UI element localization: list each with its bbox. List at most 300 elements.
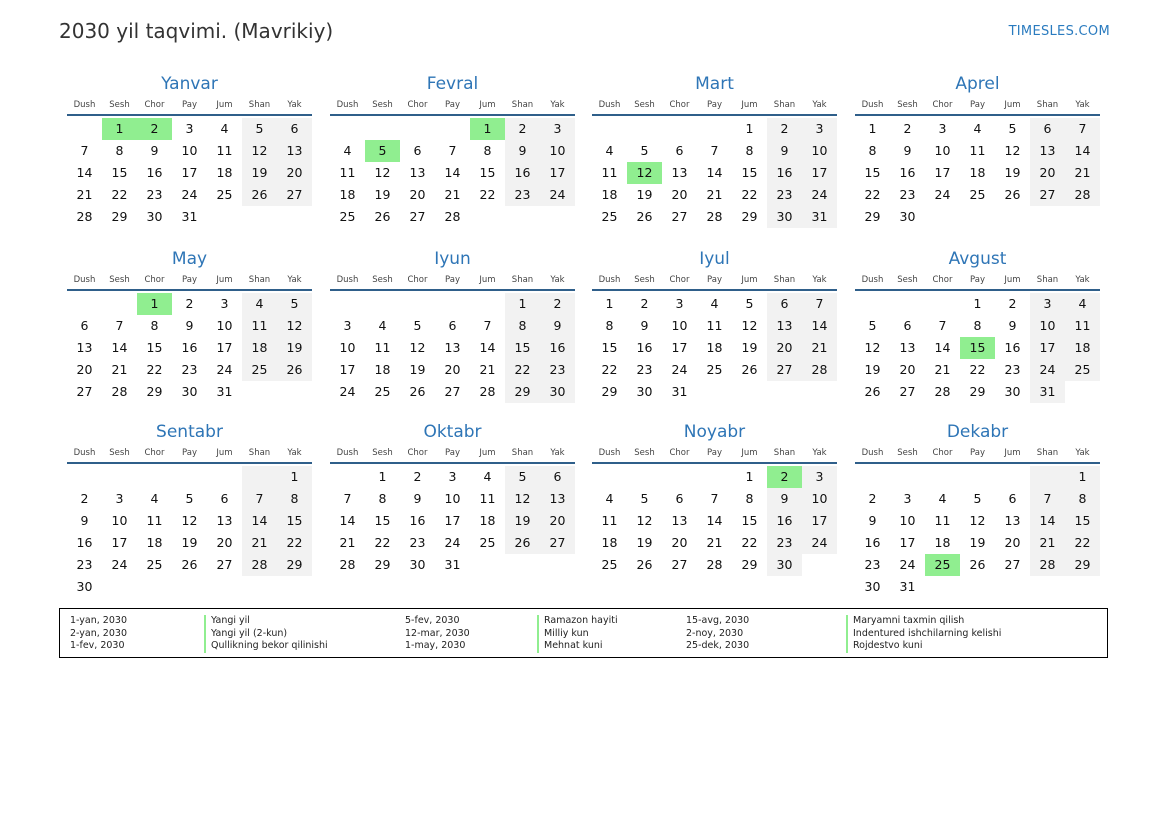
weekday-label: Jum — [1004, 100, 1021, 110]
empty-day-cell — [330, 293, 365, 315]
weekday-label: Chor — [932, 100, 953, 110]
weekday-label: Dush — [336, 448, 359, 458]
empty-day-cell — [172, 466, 207, 488]
legend-date: 12-mar, 2030 — [405, 627, 470, 639]
day-cell: 22 — [741, 535, 758, 550]
weekday-label: Dush — [336, 275, 359, 285]
day-cell: 16 — [864, 535, 881, 550]
day-cell: 18 — [934, 535, 951, 550]
day-cell: 28 — [111, 384, 128, 399]
day-grid — [592, 293, 837, 403]
empty-day-cell — [925, 466, 960, 488]
day-cell: 25 — [242, 359, 277, 381]
month-oktabr — [330, 421, 575, 576]
day-cell: 23 — [767, 532, 802, 554]
day-cell: 18 — [216, 165, 233, 180]
day-cell: 4 — [710, 296, 719, 311]
day-cell: 30 — [146, 209, 163, 224]
day-cell: 20 — [277, 162, 312, 184]
day-cell: 24 — [540, 184, 575, 206]
day-cell: 29 — [374, 557, 391, 572]
day-cell: 31 — [802, 206, 837, 228]
day-cell: 19 — [277, 337, 312, 359]
weekday-label: Sesh — [634, 448, 655, 458]
weekday-label: Chor — [407, 275, 428, 285]
day-cell: 24 — [934, 187, 951, 202]
day-cell: 16 — [181, 340, 198, 355]
weekday-label: Sesh — [897, 275, 918, 285]
day-cell: 8 — [745, 143, 754, 158]
weekday-label: Jum — [216, 100, 233, 110]
legend-names-col-1 — [204, 615, 328, 653]
day-cell: 27 — [671, 557, 688, 572]
day-cell: 12 — [181, 513, 198, 528]
day-cell: 30 — [767, 206, 802, 228]
day-cell: 16 — [505, 162, 540, 184]
weekday-label: Dush — [73, 275, 96, 285]
weekday-label: Pay — [182, 275, 197, 285]
day-cell: 3 — [448, 469, 457, 484]
day-cell: 31 — [444, 557, 461, 572]
day-cell: 5 — [413, 318, 422, 333]
day-cell: 12 — [1004, 143, 1021, 158]
day-cell: 16 — [767, 162, 802, 184]
day-cell: 31 — [1030, 381, 1065, 403]
day-cell: 18 — [706, 340, 723, 355]
day-cell: 28 — [802, 359, 837, 381]
weekday-label: Chor — [932, 275, 953, 285]
weekday-label: Yak — [1075, 100, 1090, 110]
day-cell: 5 — [185, 491, 194, 506]
day-cell: 21 — [802, 337, 837, 359]
day-grid — [855, 293, 1100, 403]
day-cell: 21 — [1030, 532, 1065, 554]
day-cell: 11 — [969, 143, 986, 158]
day-cell: 29 — [601, 384, 618, 399]
day-cell: 21 — [242, 532, 277, 554]
day-cell: 25 — [146, 557, 163, 572]
day-cell: 23 — [76, 557, 93, 572]
day-grid — [592, 118, 837, 228]
day-cell: 9 — [150, 143, 159, 158]
holiday-day-cell: 1 — [137, 293, 172, 315]
day-cell: 13 — [1004, 513, 1021, 528]
weekday-label: Dush — [861, 275, 884, 285]
day-cell: 19 — [969, 535, 986, 550]
day-cell: 22 — [111, 187, 128, 202]
day-cell: 12 — [969, 513, 986, 528]
day-cell: 20 — [76, 362, 93, 377]
weekday-label: Chor — [669, 448, 690, 458]
day-cell: 26 — [242, 184, 277, 206]
weekday-label: Yak — [812, 275, 827, 285]
empty-day-cell — [365, 293, 400, 315]
day-cell: 24 — [1030, 359, 1065, 381]
day-cell: 12 — [242, 140, 277, 162]
day-cell: 13 — [277, 140, 312, 162]
day-cell: 1 — [745, 121, 754, 136]
weekday-label: Sesh — [897, 448, 918, 458]
day-cell: 21 — [706, 187, 723, 202]
day-cell: 16 — [540, 337, 575, 359]
weekday-header — [330, 444, 575, 464]
day-cell: 20 — [899, 362, 916, 377]
day-grid — [67, 293, 312, 403]
day-cell: 24 — [216, 362, 233, 377]
month-noyabr — [592, 421, 837, 576]
day-cell: 26 — [181, 557, 198, 572]
day-cell: 2 — [540, 293, 575, 315]
day-cell: 17 — [934, 165, 951, 180]
weekday-label: Pay — [970, 275, 985, 285]
day-cell: 21 — [1065, 162, 1100, 184]
legend-holiday-name: Yangi yil — [204, 615, 328, 628]
weekday-label: Shan — [1036, 100, 1059, 110]
empty-day-cell — [1030, 466, 1065, 488]
day-cell: 11 — [601, 165, 618, 180]
day-cell: 25 — [216, 187, 233, 202]
day-grid — [67, 466, 312, 598]
day-cell: 27 — [1004, 557, 1021, 572]
day-cell: 13 — [540, 488, 575, 510]
month-fevral — [330, 73, 575, 228]
day-cell: 22 — [479, 187, 496, 202]
weekday-label: Dush — [73, 100, 96, 110]
empty-day-cell — [592, 118, 627, 140]
month-name: Noyabr — [683, 422, 746, 442]
day-cell: 18 — [374, 362, 391, 377]
day-cell: 16 — [146, 165, 163, 180]
day-cell: 15 — [111, 165, 128, 180]
day-cell: 20 — [767, 337, 802, 359]
legend-dates-col-1 — [70, 615, 127, 653]
empty-day-cell — [925, 293, 960, 315]
day-cell: 23 — [181, 362, 198, 377]
weekday-label: Shan — [773, 448, 796, 458]
empty-day-cell — [662, 466, 697, 488]
weekday-label: Jum — [741, 100, 758, 110]
day-cell: 2 — [1008, 296, 1017, 311]
day-cell: 15 — [741, 165, 758, 180]
empty-day-cell — [855, 466, 890, 488]
day-cell: 17 — [444, 513, 461, 528]
empty-day-cell — [995, 466, 1030, 488]
day-cell: 20 — [671, 535, 688, 550]
day-cell: 11 — [706, 318, 723, 333]
weekday-label: Shan — [511, 100, 534, 110]
legend-names-col-3 — [846, 615, 1001, 653]
weekday-label: Pay — [445, 448, 460, 458]
day-cell: 3 — [1030, 293, 1065, 315]
day-cell: 9 — [413, 491, 422, 506]
day-cell: 19 — [741, 340, 758, 355]
day-cell: 14 — [802, 315, 837, 337]
day-cell: 27 — [767, 359, 802, 381]
month-name: Fevral — [426, 74, 479, 94]
legend-date: 2-yan, 2030 — [70, 627, 127, 639]
day-cell: 2 — [640, 296, 649, 311]
empty-day-cell — [662, 118, 697, 140]
weekday-label: Pay — [182, 448, 197, 458]
legend-dates-col-3 — [686, 615, 749, 653]
day-cell: 20 — [216, 535, 233, 550]
day-cell: 18 — [479, 513, 496, 528]
day-cell: 9 — [640, 318, 649, 333]
day-cell: 6 — [903, 318, 912, 333]
legend-holiday-name: Maryamni taxmin qilish — [846, 615, 1001, 628]
month-dekabr — [855, 421, 1100, 598]
day-cell: 10 — [216, 318, 233, 333]
weekday-label: Yak — [550, 448, 565, 458]
day-cell: 28 — [1065, 184, 1100, 206]
day-cell: 6 — [540, 466, 575, 488]
weekday-label: Sesh — [109, 100, 130, 110]
day-cell: 28 — [706, 557, 723, 572]
day-cell: 23 — [767, 184, 802, 206]
day-cell: 6 — [80, 318, 89, 333]
day-cell: 18 — [969, 165, 986, 180]
weekday-header — [592, 96, 837, 116]
day-cell: 26 — [636, 557, 653, 572]
weekday-label: Pay — [970, 100, 985, 110]
day-cell: 25 — [969, 187, 986, 202]
day-grid — [855, 466, 1100, 598]
day-cell: 23 — [505, 184, 540, 206]
day-cell: 31 — [216, 384, 233, 399]
day-cell: 7 — [802, 293, 837, 315]
day-cell: 10 — [802, 140, 837, 162]
weekday-label: Pay — [707, 448, 722, 458]
day-cell: 26 — [409, 384, 426, 399]
legend-holiday-name: Qullikning bekor qilinishi — [204, 640, 328, 653]
day-cell: 4 — [1065, 293, 1100, 315]
holiday-day-cell: 15 — [960, 337, 995, 359]
day-cell: 17 — [671, 340, 688, 355]
day-cell: 8 — [378, 491, 387, 506]
day-cell: 7 — [1065, 118, 1100, 140]
day-cell: 10 — [934, 143, 951, 158]
day-cell: 12 — [409, 340, 426, 355]
day-cell: 5 — [640, 143, 649, 158]
day-cell: 8 — [745, 491, 754, 506]
holiday-day-cell: 5 — [365, 140, 400, 162]
day-cell: 20 — [409, 187, 426, 202]
day-cell: 7 — [343, 491, 352, 506]
day-cell: 3 — [115, 491, 124, 506]
day-cell: 14 — [706, 513, 723, 528]
day-cell: 12 — [277, 315, 312, 337]
legend-date: 5-fev, 2030 — [405, 615, 460, 626]
day-cell: 7 — [448, 143, 457, 158]
weekday-header — [67, 444, 312, 464]
day-cell: 2 — [185, 296, 194, 311]
day-cell: 24 — [899, 557, 916, 572]
day-cell: 28 — [339, 557, 356, 572]
weekday-label: Chor — [144, 275, 165, 285]
day-cell: 30 — [409, 557, 426, 572]
day-cell: 9 — [868, 513, 877, 528]
day-cell: 9 — [540, 315, 575, 337]
day-cell: 9 — [767, 140, 802, 162]
day-cell: 22 — [374, 535, 391, 550]
day-cell: 15 — [277, 510, 312, 532]
day-cell: 9 — [80, 513, 89, 528]
empty-day-cell — [137, 466, 172, 488]
day-cell: 27 — [409, 209, 426, 224]
weekday-label: Sesh — [372, 448, 393, 458]
day-cell: 7 — [115, 318, 124, 333]
empty-day-cell — [330, 118, 365, 140]
day-cell: 24 — [671, 362, 688, 377]
day-cell: 10 — [802, 488, 837, 510]
day-cell: 16 — [767, 510, 802, 532]
legend-date: 25-dek, 2030 — [686, 640, 750, 651]
day-cell: 1 — [505, 293, 540, 315]
day-cell: 4 — [938, 491, 947, 506]
day-cell: 23 — [1004, 362, 1021, 377]
day-cell: 9 — [185, 318, 194, 333]
day-cell: 1 — [1065, 466, 1100, 488]
weekday-label: Pay — [707, 100, 722, 110]
weekday-label: Dush — [336, 100, 359, 110]
legend-date: 15-avg, 2030 — [686, 615, 750, 626]
weekday-label: Chor — [407, 448, 428, 458]
day-cell: 16 — [899, 165, 916, 180]
day-cell: 4 — [605, 143, 614, 158]
weekday-label: Jum — [1004, 275, 1021, 285]
legend-names-col-2 — [537, 615, 618, 653]
day-cell: 4 — [242, 293, 277, 315]
day-cell: 14 — [111, 340, 128, 355]
day-cell: 20 — [1030, 162, 1065, 184]
weekday-label: Jum — [1004, 448, 1021, 458]
day-cell: 2 — [903, 121, 912, 136]
month-name: Avgust — [948, 249, 1007, 269]
weekday-label: Dush — [598, 275, 621, 285]
empty-day-cell — [890, 293, 925, 315]
day-cell: 6 — [1030, 118, 1065, 140]
day-cell: 1 — [745, 469, 754, 484]
month-name: Mart — [695, 74, 734, 94]
day-cell: 12 — [864, 340, 881, 355]
day-cell: 23 — [409, 535, 426, 550]
day-cell: 8 — [115, 143, 124, 158]
weekday-header — [855, 271, 1100, 291]
day-cell: 29 — [111, 209, 128, 224]
day-cell: 21 — [479, 362, 496, 377]
legend-dates-col-2 — [405, 615, 470, 653]
day-cell: 13 — [76, 340, 93, 355]
weekday-label: Sesh — [634, 100, 655, 110]
day-cell: 6 — [767, 293, 802, 315]
weekday-header — [330, 271, 575, 291]
weekday-header — [67, 271, 312, 291]
month-name: Yanvar — [161, 74, 218, 94]
day-cell: 28 — [934, 384, 951, 399]
month-aprel — [855, 73, 1100, 228]
weekday-label: Sesh — [897, 100, 918, 110]
day-cell: 18 — [601, 187, 618, 202]
day-cell: 10 — [444, 491, 461, 506]
day-cell: 10 — [540, 140, 575, 162]
day-grid — [855, 118, 1100, 228]
weekday-label: Sesh — [109, 448, 130, 458]
day-cell: 3 — [802, 466, 837, 488]
weekday-label: Shan — [248, 448, 271, 458]
day-cell: 6 — [448, 318, 457, 333]
day-cell: 18 — [242, 337, 277, 359]
holiday-day-cell: 2 — [137, 118, 172, 140]
day-cell: 11 — [374, 340, 391, 355]
day-cell: 14 — [706, 165, 723, 180]
day-cell: 15 — [479, 165, 496, 180]
day-cell: 25 — [479, 535, 496, 550]
day-grid — [330, 118, 575, 228]
empty-day-cell — [67, 466, 102, 488]
weekday-label: Shan — [511, 275, 534, 285]
day-cell: 3 — [540, 118, 575, 140]
day-cell: 15 — [864, 165, 881, 180]
month-name: May — [171, 249, 208, 269]
day-cell: 23 — [864, 557, 881, 572]
month-name: Oktabr — [423, 422, 482, 442]
empty-day-cell — [400, 118, 435, 140]
day-cell: 28 — [479, 384, 496, 399]
empty-day-cell — [400, 293, 435, 315]
day-cell: 1 — [378, 469, 387, 484]
empty-day-cell — [627, 466, 662, 488]
day-cell: 8 — [605, 318, 614, 333]
day-cell: 3 — [675, 296, 684, 311]
weekday-label: Jum — [216, 275, 233, 285]
day-cell: 6 — [277, 118, 312, 140]
day-cell: 25 — [1065, 359, 1100, 381]
day-cell: 10 — [899, 513, 916, 528]
empty-day-cell — [435, 118, 470, 140]
month-may — [67, 248, 312, 403]
day-cell: 1 — [973, 296, 982, 311]
day-cell: 9 — [1008, 318, 1017, 333]
day-cell: 27 — [444, 384, 461, 399]
day-cell: 18 — [339, 187, 356, 202]
day-cell: 4 — [150, 491, 159, 506]
day-cell: 17 — [802, 510, 837, 532]
weekday-header — [855, 96, 1100, 116]
day-cell: 2 — [868, 491, 877, 506]
day-cell: 14 — [339, 513, 356, 528]
day-cell: 14 — [76, 165, 93, 180]
day-cell: 27 — [1030, 184, 1065, 206]
day-cell: 29 — [741, 557, 758, 572]
day-cell: 11 — [216, 143, 233, 158]
day-cell: 29 — [969, 384, 986, 399]
day-cell: 10 — [1030, 315, 1065, 337]
weekday-header — [592, 271, 837, 291]
day-cell: 21 — [76, 187, 93, 202]
holiday-day-cell: 25 — [925, 554, 960, 576]
day-cell: 22 — [277, 532, 312, 554]
day-cell: 13 — [899, 340, 916, 355]
brand-link[interactable]: TIMESLES.COM — [1008, 24, 1110, 39]
day-cell: 9 — [903, 143, 912, 158]
day-cell: 17 — [339, 362, 356, 377]
empty-day-cell — [470, 293, 505, 315]
day-cell: 8 — [868, 143, 877, 158]
day-cell: 15 — [146, 340, 163, 355]
day-cell: 10 — [671, 318, 688, 333]
day-cell: 2 — [80, 491, 89, 506]
day-cell: 24 — [802, 532, 837, 554]
